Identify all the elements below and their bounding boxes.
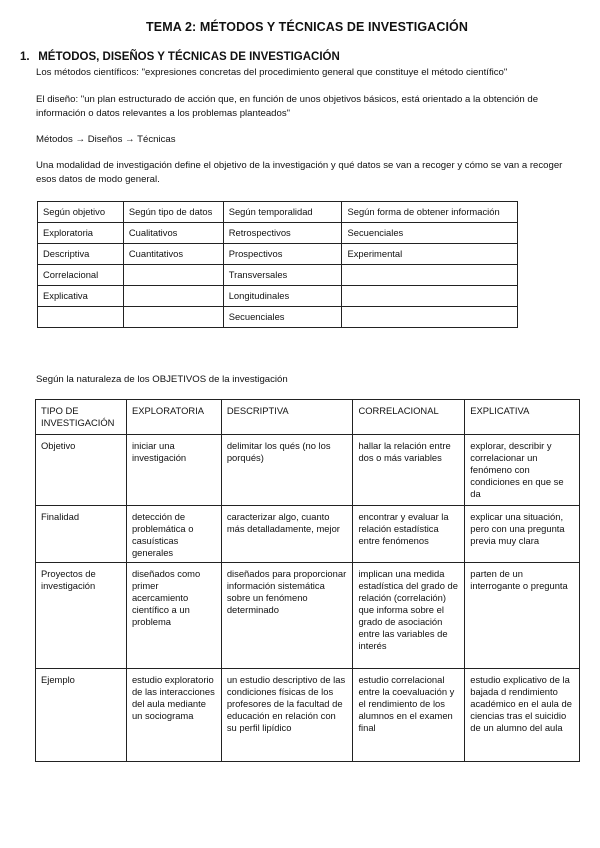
- table-cell: [342, 265, 518, 286]
- table-row: [38, 223, 518, 244]
- table-row: [38, 265, 518, 286]
- table-cell: [38, 307, 124, 328]
- table-row: [36, 506, 580, 563]
- table-header-row: [36, 400, 580, 435]
- table-cell: [123, 265, 223, 286]
- table-cell: [123, 307, 223, 328]
- table-header-cell: TIPO DE INVESTIGACIÓN: [36, 400, 127, 435]
- table-header-cell: Según temporalidad: [223, 202, 342, 223]
- section-heading: [20, 51, 340, 63]
- table-cell: Descriptiva: [38, 244, 124, 265]
- table-row-label: Proyectos de investigación: [36, 563, 127, 669]
- table-cell: Secuenciales: [342, 223, 518, 244]
- table-cell: parten de un interrogante o pregunta: [465, 563, 580, 669]
- table-cell: estudio exploratorio de las interacciones del aula mediante un sociograma: [126, 669, 221, 762]
- table-cell: [342, 286, 518, 307]
- section-heading-text: MÉTODOS, DISEÑOS Y TÉCNICAS DE INVESTIGACIÓN: [38, 51, 340, 63]
- table-cell: estudio correlacional entre la coevaluación y el rendimiento de los alumnos en el examen final: [353, 669, 465, 762]
- table-row: [38, 286, 518, 307]
- page-title: TEMA 2: MÉTODOS Y TÉCNICAS DE INVESTIGACIÓN: [146, 20, 468, 34]
- table-cell: hallar la relación entre dos o más variables: [353, 435, 465, 506]
- table-cell: encontrar y evaluar la relación estadística entre fenómenos: [353, 506, 465, 563]
- classification-table: [37, 201, 518, 328]
- table-cell: Prospectivos: [223, 244, 342, 265]
- table-subtitle: Según la naturaleza de los OBJETIVOS de la investigación: [36, 374, 288, 385]
- table-row: [38, 307, 518, 328]
- table-header-row: [38, 202, 518, 223]
- table-header-cell: Según objetivo: [38, 202, 124, 223]
- table-row-label: Finalidad: [36, 506, 127, 563]
- table-cell: [342, 307, 518, 328]
- paragraph-modalidad: Una modalidad de investigación define el objetivo de la investigación y qué datos se van a recoger y cómo se van a recoger esos datos de modo general.: [36, 160, 563, 185]
- paragraph-metodos: Los métodos científicos: "expresiones concretas del procedimiento general que constituye el método científico": [36, 67, 508, 78]
- table-header-cell: CORRELACIONAL: [353, 400, 465, 435]
- table-cell: Transversales: [223, 265, 342, 286]
- table-row: [36, 669, 580, 762]
- table-row: [36, 435, 580, 506]
- table-cell: delimitar los qués (no los porqués): [221, 435, 353, 506]
- table-cell: Secuenciales: [223, 307, 342, 328]
- table-cell: estudio explicativo de la bajada d rendimiento académico en el aula de ciencias tras el suicidio de un alumno del aula: [465, 669, 580, 762]
- table-header-cell: Según tipo de datos: [123, 202, 223, 223]
- table-cell: diseñados como primer acercamiento científico a un problema: [126, 563, 221, 669]
- table-cell: implican una medida estadística del grado de relación (correlación) que informa sobre el grado de asociación entre las variables de interés: [353, 563, 465, 669]
- table-cell: Cuantitativos: [123, 244, 223, 265]
- table-cell: detección de problemática o casuísticas generales: [126, 506, 221, 563]
- table-row-label: Ejemplo: [36, 669, 127, 762]
- table-cell: Experimental: [342, 244, 518, 265]
- table-header-cell: EXPLICATIVA: [465, 400, 580, 435]
- paragraph-diseno: El diseño: "un plan estructurado de acción que, en función de unos objetivos básicos, está orientado a la obtención de información o datos relevantes a los problemas planteados": [36, 94, 539, 119]
- paragraph-flow: Métodos → Diseños → Técnicas: [36, 134, 176, 145]
- table-cell: explorar, describir y correlacionar un fenómeno con condiciones en que se da: [465, 435, 580, 506]
- table-row: [36, 563, 580, 669]
- table-cell: Cualitativos: [123, 223, 223, 244]
- table-cell: Correlacional: [38, 265, 124, 286]
- table-header-cell: Según forma de obtener información: [342, 202, 518, 223]
- table-cell: un estudio descriptivo de las condiciones físicas de los profesores de la facultad de educación en relación con su perfil lipídico: [221, 669, 353, 762]
- table-cell: diseñados para proporcionar información sistemática sobre un fenómeno determinado: [221, 563, 353, 669]
- table-cell: Explicativa: [38, 286, 124, 307]
- table-row: [38, 244, 518, 265]
- table-cell: iniciar una investigación: [126, 435, 221, 506]
- table-cell: [123, 286, 223, 307]
- table-header-cell: DESCRIPTIVA: [221, 400, 353, 435]
- table-cell: Exploratoria: [38, 223, 124, 244]
- table-cell: Longitudinales: [223, 286, 342, 307]
- table-row-label: Objetivo: [36, 435, 127, 506]
- table-cell: explicar una situación, pero con una pregunta previa muy clara: [465, 506, 580, 563]
- section-number: 1.: [20, 51, 30, 63]
- table-header-cell: EXPLORATORIA: [126, 400, 221, 435]
- research-types-table: [35, 399, 580, 762]
- table-cell: caracterizar algo, cuanto más detalladamente, mejor: [221, 506, 353, 563]
- table-cell: Retrospectivos: [223, 223, 342, 244]
